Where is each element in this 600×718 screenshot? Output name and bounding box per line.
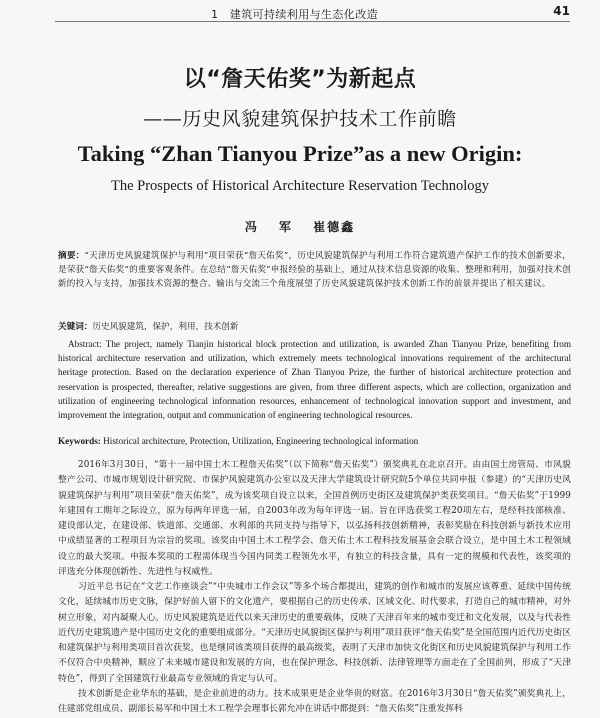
- english-keywords: [58, 435, 571, 448]
- paragraph-text: 2016年3月30日，“第十一届中国土木工程詹天佑奖”（以下简称“詹天佑奖”）颁奖典礼在北京召开。由由国土房管局、市风貌整产公司、市城市规划设计研究院、市保护风貌建筑办公室以及天津大学建筑设计研究院5个单位共同申报（参建）的“天津历史风貌建筑保护与利用”项目荣获“詹天佑奖”，成为该奖项自设立以来，全国首例历史街区及建筑保护类获奖项目。“詹天佑奖”于1999年建国有工期年之际设立，原为每两年评选一届，自2003年改为每年评选一届。旨在评选获奖工程20项左右，是经科技部核准、建设部认定，在建设部、铁道部、交通部、水利部的共同支持与指导下，以弘扬科技创新精神，表彰奖励在科技创新与新技术应用中成绩显著的工程项目为宗旨的奖项。该奖由中国土木工程学会、詹天佑土木工程科技发展基金会联合设立，是中国土木工程领域设立的最大奖项。申报本奖项的工程需体现当今国内同类工程领先水平，有独立的科技含量，具有一定的规模和代表性，该奖项的评选充分体现创新性、先进性与权威性。: [58, 460, 571, 578]
- abstract-en-text: The project, namely Tianjin historical block protection and utilization, is awarded Zhan Tianyou Prize, benefiting from historical architecture reservation and utilization, which extremely meets technological innovations requirement of the architectural heritage protection. Based on the declaration experience of Zhan Tianyou Prize, the further of historical architecture protection and reservation is prospected, thereafter, relative suggestions are given, from three different aspects, which are collection, organization and utilization of engineering technological information resources, enhancement of technological innovation support and investment, and improvement the integration, output and communication of engineering technological resources.: [58, 339, 571, 421]
- paragraph-text: 技术创新是企业华东的基础，是企业前进的动力。技术成果更是企业华贵的财富。在2016年3月30日“詹天佑奖”颁奖典礼上，住建部党组成员、副部长易军和中国土木工程学会理事长郭允冲在讲话中都提到：“詹天佑奖”注重发挥科: [58, 689, 571, 715]
- english-title: Taking “Zhan Tianyou Prize”as a new Origin:: [77, 141, 523, 166]
- keywords-cn-label: 关键词：: [58, 322, 93, 332]
- abstract-cn-label: 摘要：: [58, 251, 85, 261]
- abstract-cn-text: “天津历史风貌建筑保护与利用”项目荣获“詹天佑奖”，历史风貌建筑保护与利用工作符合建筑遗产保护工作的技术创新要求，是荣获“詹天佑奖”的重要客观条件。在总结“詹天佑奖”申报经验的基础上，通过从技术信息资源的收集、整理和利用，加强对技术创新的投入与支持，加强技术资源的整合、输出与交流三个角度展望了历史风貌建筑保护技术创新工作的前景并提出了相关建议。: [58, 251, 571, 290]
- body-paragraph-3: [58, 687, 571, 715]
- page-number: 41: [553, 4, 570, 18]
- chinese-title: 以“詹天佑奖”为新起点: [183, 67, 417, 92]
- keywords-cn-text: 历史风貌建筑，保护，利用，技术创新: [92, 322, 239, 332]
- abstract-en-label: Abstract:: [68, 339, 102, 349]
- english-subtitle: The Prospects of Historical Architecture Reservation Technology: [110, 178, 490, 194]
- chinese-abstract: [58, 249, 571, 291]
- running-header: [55, 4, 570, 22]
- chinese-subtitle: ——历史风貌建筑保护技术工作前瞻: [143, 108, 457, 130]
- paragraph-text: 习近平总书记在“文艺工作座谈会”“中央城市工作会议”等多个场合都提出，建筑的创作和城市的发展应该尊重、延续中国传统文化，延续城市历史文脉，保护好前人留下的文化遗产，要根据自己的历史传承、区域文化、时代要求，打造自己的城市精神，对外树立形象，对内凝聚人心。历史风貌建筑是近代以来天津历史的重要载体，反映了天津百年来的城市变迁和文化发展，以及与代表性近代历史建筑遗产是中国历史文化的重要组成部分。“天津历史风貌街区保护与利用”项目获评“詹天佑奖”是全国范围内近代历史街区和建筑保护与利用类项目首次获奖，也是继同该类项目获得的最高级奖，表明了天津市加快文化街区和历史风貌建筑保护与利用工作不仅符合中央精神，顺应了未来城市建设和发展的方向，也在保护理念、科技创新、法律管理等方面走在了全国前列，形成了“天津特色”，得到了全国建筑行业最高专业领域的肯定与认可。: [58, 582, 571, 684]
- author-line: 冯 军 崔德鑫: [244, 220, 356, 234]
- keywords-en-text: Historical architecture, Protection, Utilization, Engineering technological information: [103, 436, 419, 446]
- body-paragraph-2: [58, 580, 571, 687]
- body-paragraph-1: [58, 458, 571, 580]
- english-abstract: [58, 337, 571, 422]
- section-title: 1 建筑可持续利用与生态化改造: [211, 8, 378, 21]
- chinese-keywords: [58, 321, 571, 334]
- keywords-en-label: Keywords:: [58, 436, 101, 446]
